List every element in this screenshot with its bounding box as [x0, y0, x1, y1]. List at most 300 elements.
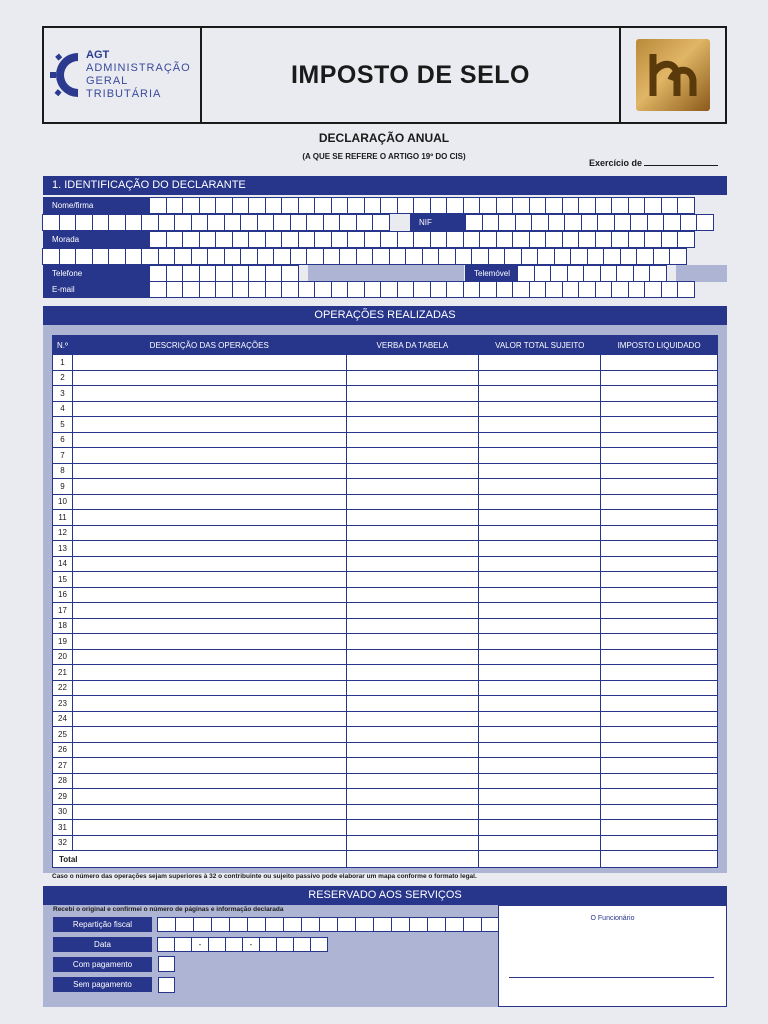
valor-cell[interactable]	[479, 696, 601, 712]
description-cell[interactable]	[72, 355, 346, 371]
total-valor-cell[interactable]	[479, 851, 601, 868]
date-cell[interactable]	[293, 937, 311, 952]
char-cell[interactable]	[141, 248, 159, 265]
char-cell[interactable]	[265, 265, 283, 282]
email-cells[interactable]	[150, 281, 695, 298]
description-cell[interactable]	[72, 820, 346, 836]
exercicio-line[interactable]	[644, 165, 718, 166]
char-cell[interactable]	[636, 248, 654, 265]
char-cell[interactable]	[578, 231, 596, 248]
char-cell[interactable]	[248, 281, 266, 298]
char-cell[interactable]	[298, 281, 316, 298]
reparticao-cells[interactable]	[158, 917, 500, 932]
description-cell[interactable]	[72, 417, 346, 433]
char-cell[interactable]	[630, 214, 648, 231]
verba-cell[interactable]	[346, 665, 479, 681]
char-cell[interactable]	[182, 281, 200, 298]
char-cell[interactable]	[193, 917, 212, 932]
char-cell[interactable]	[430, 281, 448, 298]
char-cell[interactable]	[554, 248, 572, 265]
valor-cell[interactable]	[479, 463, 601, 479]
char-cell[interactable]	[479, 231, 497, 248]
valor-cell[interactable]	[479, 835, 601, 851]
valor-cell[interactable]	[479, 649, 601, 665]
char-cell[interactable]	[611, 231, 629, 248]
char-cell[interactable]	[229, 917, 248, 932]
char-cell[interactable]	[597, 214, 615, 231]
valor-cell[interactable]	[479, 773, 601, 789]
imposto-cell[interactable]	[601, 742, 718, 758]
verba-cell[interactable]	[346, 494, 479, 510]
description-cell[interactable]	[72, 835, 346, 851]
char-cell[interactable]	[215, 281, 233, 298]
description-cell[interactable]	[72, 804, 346, 820]
char-cell[interactable]	[677, 281, 695, 298]
char-cell[interactable]	[504, 248, 522, 265]
char-cell[interactable]	[587, 248, 605, 265]
valor-cell[interactable]	[479, 665, 601, 681]
char-cell[interactable]	[215, 197, 233, 214]
char-cell[interactable]	[446, 281, 464, 298]
char-cell[interactable]	[347, 197, 365, 214]
char-cell[interactable]	[347, 231, 365, 248]
char-cell[interactable]	[199, 265, 217, 282]
char-cell[interactable]	[356, 248, 374, 265]
char-cell[interactable]	[248, 265, 266, 282]
char-cell[interactable]	[306, 214, 324, 231]
verba-cell[interactable]	[346, 432, 479, 448]
verba-cell[interactable]	[346, 603, 479, 619]
char-cell[interactable]	[347, 281, 365, 298]
char-cell[interactable]	[182, 265, 200, 282]
imposto-cell[interactable]	[601, 649, 718, 665]
char-cell[interactable]	[273, 248, 291, 265]
char-cell[interactable]	[661, 281, 679, 298]
imposto-cell[interactable]	[601, 432, 718, 448]
imposto-cell[interactable]	[601, 525, 718, 541]
char-cell[interactable]	[413, 197, 431, 214]
char-cell[interactable]	[232, 265, 250, 282]
char-cell[interactable]	[616, 265, 634, 282]
char-cell[interactable]	[182, 231, 200, 248]
valor-cell[interactable]	[479, 525, 601, 541]
imposto-cell[interactable]	[601, 773, 718, 789]
char-cell[interactable]	[669, 248, 687, 265]
char-cell[interactable]	[521, 248, 539, 265]
char-cell[interactable]	[166, 265, 184, 282]
imposto-cell[interactable]	[601, 510, 718, 526]
char-cell[interactable]	[298, 197, 316, 214]
imposto-cell[interactable]	[601, 696, 718, 712]
char-cell[interactable]	[281, 231, 299, 248]
description-cell[interactable]	[72, 587, 346, 603]
char-cell[interactable]	[595, 197, 613, 214]
char-cell[interactable]	[323, 214, 341, 231]
char-cell[interactable]	[515, 214, 533, 231]
imposto-cell[interactable]	[601, 448, 718, 464]
char-cell[interactable]	[496, 197, 514, 214]
char-cell[interactable]	[331, 231, 349, 248]
char-cell[interactable]	[240, 248, 258, 265]
verba-cell[interactable]	[346, 835, 479, 851]
verba-cell[interactable]	[346, 525, 479, 541]
char-cell[interactable]	[373, 917, 392, 932]
char-cell[interactable]	[545, 281, 563, 298]
char-cell[interactable]	[496, 281, 514, 298]
char-cell[interactable]	[430, 197, 448, 214]
char-cell[interactable]	[680, 214, 698, 231]
char-cell[interactable]	[141, 214, 159, 231]
valor-cell[interactable]	[479, 355, 601, 371]
char-cell[interactable]	[633, 265, 651, 282]
char-cell[interactable]	[653, 248, 671, 265]
description-cell[interactable]	[72, 479, 346, 495]
char-cell[interactable]	[397, 231, 415, 248]
verba-cell[interactable]	[346, 556, 479, 572]
char-cell[interactable]	[562, 197, 580, 214]
char-cell[interactable]	[59, 248, 77, 265]
date-cells[interactable]	[158, 937, 328, 952]
char-cell[interactable]	[281, 281, 299, 298]
char-cell[interactable]	[75, 214, 93, 231]
description-cell[interactable]	[72, 680, 346, 696]
verba-cell[interactable]	[346, 696, 479, 712]
char-cell[interactable]	[125, 248, 143, 265]
char-cell[interactable]	[455, 248, 473, 265]
verba-cell[interactable]	[346, 618, 479, 634]
char-cell[interactable]	[232, 197, 250, 214]
char-cell[interactable]	[42, 248, 60, 265]
valor-cell[interactable]	[479, 386, 601, 402]
char-cell[interactable]	[215, 231, 233, 248]
char-cell[interactable]	[319, 917, 338, 932]
char-cell[interactable]	[331, 281, 349, 298]
char-cell[interactable]	[331, 197, 349, 214]
char-cell[interactable]	[498, 214, 516, 231]
imposto-cell[interactable]	[601, 603, 718, 619]
char-cell[interactable]	[512, 231, 530, 248]
imposto-cell[interactable]	[601, 711, 718, 727]
char-cell[interactable]	[397, 281, 415, 298]
signature-line[interactable]	[509, 977, 714, 978]
char-cell[interactable]	[628, 281, 646, 298]
char-cell[interactable]	[339, 214, 357, 231]
char-cell[interactable]	[663, 214, 681, 231]
imposto-cell[interactable]	[601, 820, 718, 836]
verba-cell[interactable]	[346, 417, 479, 433]
imposto-cell[interactable]	[601, 835, 718, 851]
description-cell[interactable]	[72, 758, 346, 774]
valor-cell[interactable]	[479, 556, 601, 572]
char-cell[interactable]	[488, 248, 506, 265]
verba-cell[interactable]	[346, 773, 479, 789]
char-cell[interactable]	[427, 917, 446, 932]
description-cell[interactable]	[72, 463, 346, 479]
char-cell[interactable]	[247, 917, 266, 932]
telemovel-cells[interactable]	[518, 265, 667, 282]
nome-cells-row1[interactable]	[150, 197, 695, 214]
description-cell[interactable]	[72, 603, 346, 619]
char-cell[interactable]	[531, 214, 549, 231]
imposto-cell[interactable]	[601, 572, 718, 588]
description-cell[interactable]	[72, 370, 346, 386]
date-cell[interactable]	[310, 937, 328, 952]
verba-cell[interactable]	[346, 820, 479, 836]
valor-cell[interactable]	[479, 572, 601, 588]
valor-cell[interactable]	[479, 417, 601, 433]
char-cell[interactable]	[463, 231, 481, 248]
char-cell[interactable]	[265, 231, 283, 248]
char-cell[interactable]	[512, 197, 530, 214]
char-cell[interactable]	[614, 214, 632, 231]
char-cell[interactable]	[562, 281, 580, 298]
char-cell[interactable]	[108, 248, 126, 265]
verba-cell[interactable]	[346, 680, 479, 696]
char-cell[interactable]	[600, 265, 618, 282]
char-cell[interactable]	[644, 197, 662, 214]
verba-cell[interactable]	[346, 386, 479, 402]
imposto-cell[interactable]	[601, 587, 718, 603]
char-cell[interactable]	[372, 214, 390, 231]
imposto-cell[interactable]	[601, 355, 718, 371]
valor-cell[interactable]	[479, 603, 601, 619]
valor-cell[interactable]	[479, 758, 601, 774]
char-cell[interactable]	[281, 197, 299, 214]
valor-cell[interactable]	[479, 742, 601, 758]
char-cell[interactable]	[283, 917, 302, 932]
char-cell[interactable]	[301, 917, 320, 932]
description-cell[interactable]	[72, 525, 346, 541]
char-cell[interactable]	[298, 231, 316, 248]
description-cell[interactable]	[72, 432, 346, 448]
char-cell[interactable]	[595, 231, 613, 248]
char-cell[interactable]	[149, 231, 167, 248]
char-cell[interactable]	[603, 248, 621, 265]
valor-cell[interactable]	[479, 804, 601, 820]
char-cell[interactable]	[182, 197, 200, 214]
char-cell[interactable]	[314, 197, 332, 214]
char-cell[interactable]	[306, 248, 324, 265]
char-cell[interactable]	[529, 281, 547, 298]
imposto-cell[interactable]	[601, 479, 718, 495]
char-cell[interactable]	[537, 248, 555, 265]
telefone-cells[interactable]	[150, 265, 299, 282]
char-cell[interactable]	[422, 248, 440, 265]
char-cell[interactable]	[215, 265, 233, 282]
date-cell[interactable]	[208, 937, 226, 952]
char-cell[interactable]	[199, 231, 217, 248]
char-cell[interactable]	[677, 197, 695, 214]
char-cell[interactable]	[409, 917, 428, 932]
char-cell[interactable]	[562, 231, 580, 248]
char-cell[interactable]	[397, 197, 415, 214]
verba-cell[interactable]	[346, 401, 479, 417]
char-cell[interactable]	[438, 248, 456, 265]
char-cell[interactable]	[224, 214, 242, 231]
verba-cell[interactable]	[346, 541, 479, 557]
verba-cell[interactable]	[346, 572, 479, 588]
char-cell[interactable]	[380, 281, 398, 298]
imposto-cell[interactable]	[601, 758, 718, 774]
char-cell[interactable]	[372, 248, 390, 265]
char-cell[interactable]	[232, 231, 250, 248]
char-cell[interactable]	[595, 281, 613, 298]
description-cell[interactable]	[72, 634, 346, 650]
imposto-cell[interactable]	[601, 804, 718, 820]
char-cell[interactable]	[240, 214, 258, 231]
char-cell[interactable]	[224, 248, 242, 265]
char-cell[interactable]	[323, 248, 341, 265]
valor-cell[interactable]	[479, 401, 601, 417]
char-cell[interactable]	[529, 231, 547, 248]
valor-cell[interactable]	[479, 448, 601, 464]
verba-cell[interactable]	[346, 510, 479, 526]
description-cell[interactable]	[72, 401, 346, 417]
imposto-cell[interactable]	[601, 727, 718, 743]
char-cell[interactable]	[479, 197, 497, 214]
description-cell[interactable]	[72, 541, 346, 557]
imposto-cell[interactable]	[601, 789, 718, 805]
char-cell[interactable]	[257, 248, 275, 265]
date-cell[interactable]	[276, 937, 294, 952]
char-cell[interactable]	[496, 231, 514, 248]
char-cell[interactable]	[380, 197, 398, 214]
char-cell[interactable]	[620, 248, 638, 265]
verba-cell[interactable]	[346, 463, 479, 479]
nif-cells[interactable]	[466, 214, 714, 231]
char-cell[interactable]	[628, 231, 646, 248]
verba-cell[interactable]	[346, 587, 479, 603]
valor-cell[interactable]	[479, 479, 601, 495]
char-cell[interactable]	[611, 197, 629, 214]
char-cell[interactable]	[463, 197, 481, 214]
imposto-cell[interactable]	[601, 665, 718, 681]
char-cell[interactable]	[677, 231, 695, 248]
description-cell[interactable]	[72, 572, 346, 588]
char-cell[interactable]	[92, 214, 110, 231]
char-cell[interactable]	[389, 248, 407, 265]
description-cell[interactable]	[72, 727, 346, 743]
char-cell[interactable]	[583, 265, 601, 282]
char-cell[interactable]	[207, 214, 225, 231]
description-cell[interactable]	[72, 773, 346, 789]
sem-pagamento-checkbox[interactable]	[158, 977, 175, 993]
char-cell[interactable]	[581, 214, 599, 231]
char-cell[interactable]	[199, 281, 217, 298]
char-cell[interactable]	[108, 214, 126, 231]
char-cell[interactable]	[696, 214, 714, 231]
valor-cell[interactable]	[479, 727, 601, 743]
char-cell[interactable]	[644, 281, 662, 298]
exercicio-field[interactable]	[589, 158, 718, 168]
char-cell[interactable]	[545, 197, 563, 214]
verba-cell[interactable]	[346, 448, 479, 464]
valor-cell[interactable]	[479, 820, 601, 836]
char-cell[interactable]	[290, 214, 308, 231]
char-cell[interactable]	[482, 214, 500, 231]
description-cell[interactable]	[72, 711, 346, 727]
description-cell[interactable]	[72, 789, 346, 805]
char-cell[interactable]	[545, 231, 563, 248]
char-cell[interactable]	[273, 214, 291, 231]
char-cell[interactable]	[248, 197, 266, 214]
char-cell[interactable]	[257, 214, 275, 231]
char-cell[interactable]	[166, 281, 184, 298]
char-cell[interactable]	[628, 197, 646, 214]
total-imposto-cell[interactable]	[601, 851, 718, 868]
morada-cells-row2[interactable]	[43, 248, 687, 265]
date-cell[interactable]	[174, 937, 192, 952]
char-cell[interactable]	[611, 281, 629, 298]
char-cell[interactable]	[149, 281, 167, 298]
description-cell[interactable]	[72, 386, 346, 402]
imposto-cell[interactable]	[601, 680, 718, 696]
verba-cell[interactable]	[346, 649, 479, 665]
imposto-cell[interactable]	[601, 401, 718, 417]
char-cell[interactable]	[337, 917, 356, 932]
imposto-cell[interactable]	[601, 634, 718, 650]
char-cell[interactable]	[174, 248, 192, 265]
description-cell[interactable]	[72, 696, 346, 712]
valor-cell[interactable]	[479, 541, 601, 557]
verba-cell[interactable]	[346, 804, 479, 820]
com-pagamento-checkbox[interactable]	[158, 956, 175, 972]
char-cell[interactable]	[191, 248, 209, 265]
char-cell[interactable]	[649, 265, 667, 282]
char-cell[interactable]	[339, 248, 357, 265]
valor-cell[interactable]	[479, 510, 601, 526]
morada-cells-row1[interactable]	[150, 231, 695, 248]
char-cell[interactable]	[199, 197, 217, 214]
char-cell[interactable]	[174, 214, 192, 231]
verba-cell[interactable]	[346, 742, 479, 758]
char-cell[interactable]	[564, 214, 582, 231]
char-cell[interactable]	[248, 231, 266, 248]
imposto-cell[interactable]	[601, 370, 718, 386]
date-cell[interactable]	[157, 937, 175, 952]
char-cell[interactable]	[570, 248, 588, 265]
char-cell[interactable]	[647, 214, 665, 231]
verba-cell[interactable]	[346, 711, 479, 727]
char-cell[interactable]	[364, 281, 382, 298]
char-cell[interactable]	[578, 281, 596, 298]
verba-cell[interactable]	[346, 634, 479, 650]
verba-cell[interactable]	[346, 758, 479, 774]
char-cell[interactable]	[567, 265, 585, 282]
valor-cell[interactable]	[479, 587, 601, 603]
char-cell[interactable]	[644, 231, 662, 248]
valor-cell[interactable]	[479, 432, 601, 448]
valor-cell[interactable]	[479, 711, 601, 727]
imposto-cell[interactable]	[601, 386, 718, 402]
description-cell[interactable]	[72, 556, 346, 572]
char-cell[interactable]	[661, 197, 679, 214]
char-cell[interactable]	[158, 214, 176, 231]
char-cell[interactable]	[446, 231, 464, 248]
total-verba-cell[interactable]	[346, 851, 479, 868]
char-cell[interactable]	[211, 917, 230, 932]
char-cell[interactable]	[405, 248, 423, 265]
char-cell[interactable]	[356, 214, 374, 231]
char-cell[interactable]	[550, 265, 568, 282]
char-cell[interactable]	[380, 231, 398, 248]
valor-cell[interactable]	[479, 680, 601, 696]
char-cell[interactable]	[265, 281, 283, 298]
char-cell[interactable]	[413, 281, 431, 298]
char-cell[interactable]	[446, 197, 464, 214]
description-cell[interactable]	[72, 448, 346, 464]
char-cell[interactable]	[364, 231, 382, 248]
